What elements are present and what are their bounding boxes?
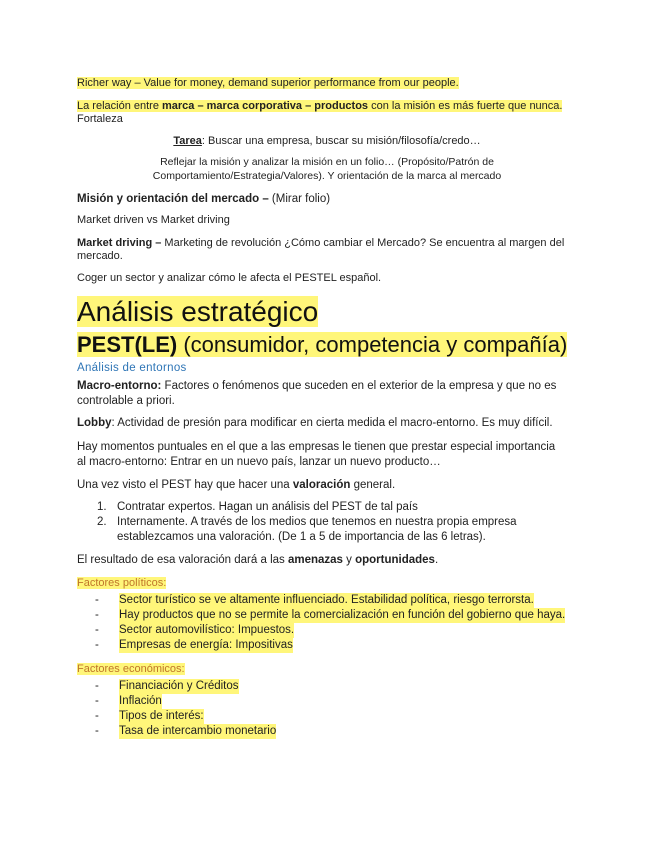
list-item: - Inflación (95, 695, 162, 707)
list-item: - Sector automovilístico: Impuestos. (95, 624, 295, 636)
hay-momentos-para: Hay momentos puntuales en el que a las empresas le tienen que prestar especial importancia al macro-entorno: Entrar en un nuevo país, lanzar un nuevo producto… (77, 441, 556, 468)
page-title: Análisis estratégico (77, 296, 319, 327)
numbered-list (77, 500, 517, 545)
reflejar-line-1: Reflejar la misión y analizar la misión en un folio… (Propósito/Patrón de (160, 156, 494, 168)
fortaleza-line: Fortaleza (77, 113, 123, 125)
lobby-para: Lobby: Actividad de presión para modificar en cierta medida el macro-entorno. Es muy difícil. (77, 417, 553, 429)
resultado-para: El resultado de esa valoración dará a las amenazas y oportunidades. (77, 554, 439, 566)
valoracion-para: Una vez visto el PEST hay que hacer una valoración general. (77, 479, 396, 491)
reflejar-line-2: Comportamiento/Estrategia/Valores). Y orientación de la marca al mercado (152, 170, 502, 182)
list-item: 2. Internamente. A través de los medios que tenemos en nuestra propia empresa (97, 516, 517, 528)
economicos-list (77, 679, 276, 739)
factores-politicos-heading: Factores políticos: (77, 577, 167, 589)
pestle-heading: PEST(LE) (consumidor, competencia y compañía) (77, 332, 568, 357)
list-item: - Tasa de intercambio monetario (95, 725, 277, 737)
market-driving-line-1: Market driving – Marketing de revolución ¿Cómo cambiar el Mercado? Se encuentra al margen del (77, 237, 565, 249)
relacion-line: La relación entre marca – marca corporativa – productos con la misión es más fuerte que nunca. (77, 100, 563, 112)
list-item: 1. Contratar expertos. Hagan un análisis del PEST de tal país (97, 501, 418, 513)
macro-entorno-para: Macro-entorno: Factores o fenómenos que suceden en el exterior de la empresa y que no es controlable a priori. (77, 380, 557, 407)
list-item-continuation: establezcamos una valoración. (De 1 a 5 de importancia de las 6 letras). (117, 531, 486, 543)
list-item: - Sector turístico se ve altamente influenciado. Estabilidad política, riesgo terrorsta. (95, 594, 534, 606)
list-item: - Empresas de energía: Impositivas (95, 639, 293, 651)
politicos-list (77, 593, 565, 653)
list-item: - Hay productos que no se permite la comercialización en función del gobierno que haya. (95, 609, 566, 621)
market-driving-line-2: mercado. (77, 250, 123, 262)
analisis-entornos-heading: Análisis de entornos (77, 362, 187, 374)
market-driven-line: Market driven vs Market driving (77, 214, 230, 226)
list-item: - Tipos de interés: (95, 710, 204, 722)
richer-way-line: Richer way – Value for money, demand superior performance from our people. (77, 77, 459, 89)
tarea-line: Tarea: Buscar una empresa, buscar su misión/filosofía/credo… (173, 135, 481, 147)
coger-line: Coger un sector y analizar cómo le afecta el PESTEL español. (77, 272, 382, 284)
factores-economicos-heading: Factores económicos: (77, 663, 185, 675)
list-item: - Financiación y Créditos (95, 680, 239, 692)
mision-heading: Misión y orientación del mercado – (Mirar folio) (77, 193, 331, 205)
